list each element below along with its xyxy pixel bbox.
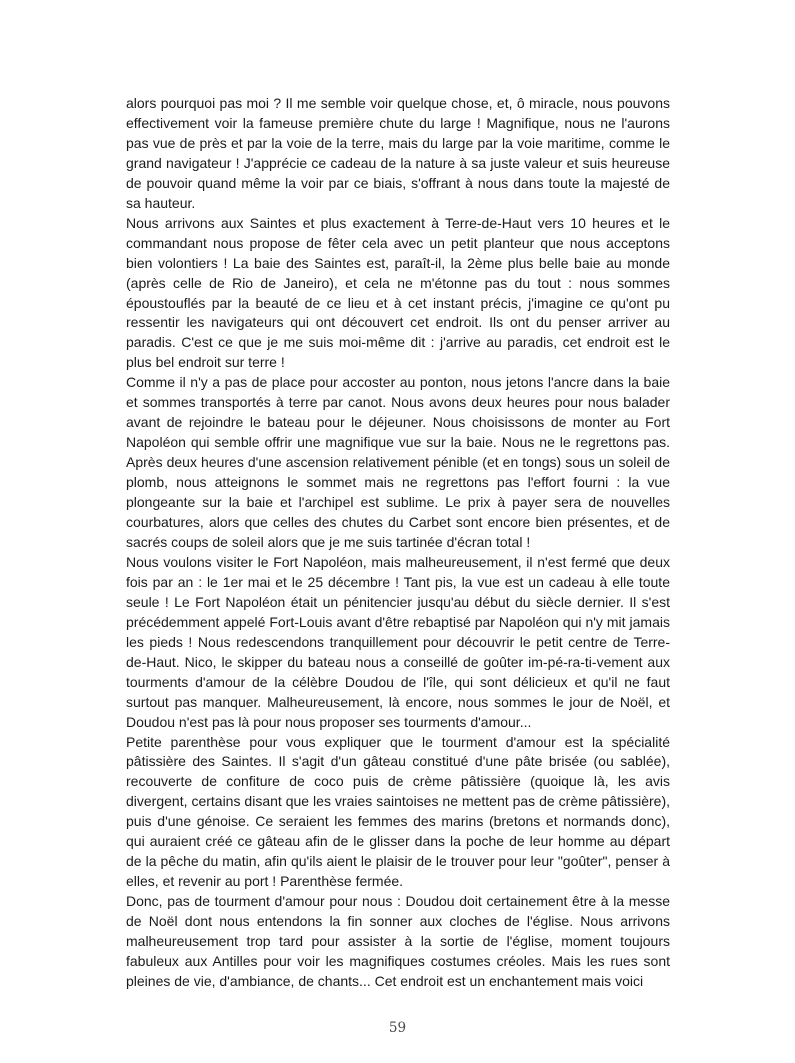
paragraph: alors pourquoi pas moi ? Il me semble voir quelque chose, et, ô miracle, nous pouvons effectivement voir la fameuse première chute du large ! Magnifique, nous ne l'aurons pas vue de près et par la voie de la terre, mais du large par la voie maritime, comme le grand navigateur ! J'apprécie ce cadeau de la nature à sa juste valeur et suis heureuse de pouvoir quand même la voir par ce biais, s'offrant à nous dans toute la majesté de sa hauteur. — [126, 95, 670, 211]
body-text — [126, 94, 670, 992]
paragraph: Donc, pas de tourment d'amour pour nous : Doudou doit certainement être à la messe de Noël dont nous entendons la fin sonner aux cloches de l'église. Nous arrivons malheureusement trop tard pour assister à la sortie de l'église, moment toujours fabuleux aux Antilles pour voir les magnifiques costumes créoles. Mais les rues sont pleines de vie, d'ambiance, de chants... Cet endroit est un enchantement mais voici — [126, 893, 670, 989]
paragraph: Nous voulons visiter le Fort Napoléon, mais malheureusement, il n'est fermé que deux fois par an : le 1er mai et le 25 décembre ! Tant pis, la vue est un cadeau à elle toute seule ! Le Fort Napoléon était un pénitencier jusqu'au début du siècle dernier. Il s'est précédemment appelé Fort-Louis avant d'être rebaptisé par Napoléon qui n'y mit jamais les pieds ! Nous redescendons tranquillement pour découvrir le petit centre de Terre-de-Haut. Nico, le skipper du bateau nous a conseillé de goûter im-pé-ra-ti-vement aux tourments d'amour de la célèbre Doudou de l'île, qui sont délicieux et qu'il ne faut surtout pas manquer. Malheureusement, là encore, nous sommes le jour de Noël, et Doudou n'est pas là pour nous proposer ses tourments d'amour... — [126, 553, 670, 730]
paragraph: Nous arrivons aux Saintes et plus exactement à Terre-de-Haut vers 10 heures et le commandant nous propose de fêter cela avec un petit planteur que nous acceptons bien volontiers ! La baie des Saintes est, paraît-il, la 2ème plus belle baie au monde (après celle de Rio de Janeiro), et cela ne m'étonne pas du tout : nous sommes époustouflés par la beauté de ce lieu et à cet instant précis, j'imagine ce qu'ont pu ressentir les navigateurs qui ont découvert cet endroit. Ils ont du penser arriver au paradis. C'est ce que je me suis moi-même dit : j'arrive au paradis, cet endroit est le plus bel endroit sur terre ! — [126, 214, 670, 371]
page-number: 59 — [388, 1020, 407, 1036]
paragraph: Petite parenthèse pour vous expliquer que le tourment d'amour est la spécialité pâtissière des Saintes. Il s'agit d'un gâteau constitué d'une pâte brisée (ou sablée), recouverte de confiture de coco puis de crème pâtissière (quoique là, les avis divergent, certains disant que les vraies saintoises ne mettent pas de crème pâtissière), puis d'une génoise. Ce seraient les femmes des marins (bretons et normands donc), qui auraient créé ce gâteau afin de le glisser dans la poche de leur homme au départ de la pêche du matin, afin qu'ils aient le plaisir de le trouver pour leur "goûter", penser à elles, et revenir au port ! Parenthèse fermée. — [126, 733, 670, 890]
paragraph: Comme il n'y a pas de place pour accoster au ponton, nous jetons l'ancre dans la baie et sommes transportés à terre par canot. Nous avons deux heures pour nous balader avant de rejoindre le bateau pour le déjeuner. Nous choisissons de monter au Fort Napoléon qui semble offrir une magnifique vue sur la baie. Nous ne le regrettons pas. Après deux heures d'une ascension relativement pénible (et en tongs) sous un soleil de plomb, nous atteignons le sommet mais ne regrettons pas l'effort fourni : la vue plongeante sur la baie et l'archipel est sublime. Le prix à payer sera de nouvelles courbatures, alors que celles des chutes du Carbet sont encore bien présentes, et de sacrés coups de soleil alors que je me suis tartinée d'écran total ! — [126, 374, 670, 550]
